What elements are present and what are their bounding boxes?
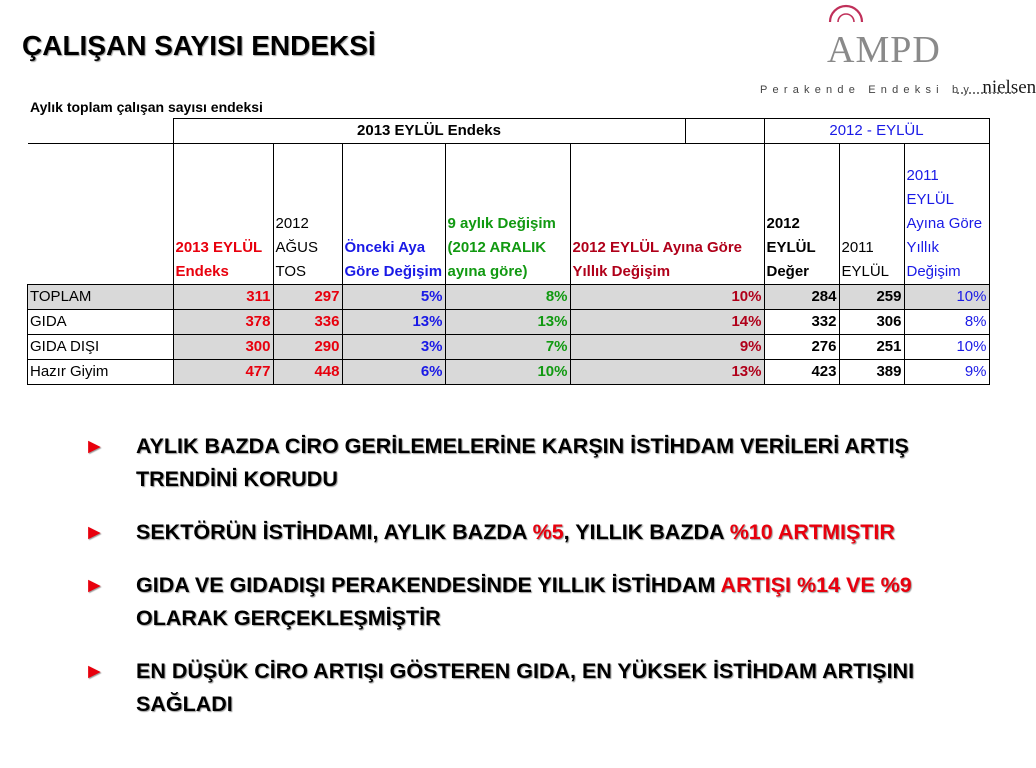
col-header-2012-agustos: 2012 AĞUS TOS [273, 144, 342, 285]
logo-sub-prefix: Perakende Endeksi by [760, 84, 975, 96]
col-header-2011-degisim: 2011 EYLÜL Ayına Göre Yıllık Değişim [904, 144, 989, 285]
cell-2013-eylul: 378 [173, 310, 273, 335]
cell-2011-eylul: 389 [839, 360, 904, 385]
cell-2011-degisim: 8% [904, 310, 989, 335]
table-caption: Aylık toplam çalışan sayısı endeksi [30, 99, 263, 115]
cell-2011-eylul: 251 [839, 335, 904, 360]
logo-partner: nielsen [982, 77, 1036, 98]
cell-2012-agustos: 290 [273, 335, 342, 360]
cell-2013-eylul: 311 [173, 285, 273, 310]
cell-2013-eylul: 300 [173, 335, 273, 360]
page-title: ÇALIŞAN SAYISI ENDEKSİ [22, 30, 376, 61]
cell-yillik: 13% [570, 360, 764, 385]
cell-2012-deger: 332 [764, 310, 839, 335]
col-header-2012-deger: 2012 EYLÜL Değer [764, 144, 839, 285]
row-label: GIDA DIŞI [28, 335, 174, 360]
cell-9-aylik: 7% [445, 335, 570, 360]
cell-9-aylik: 13% [445, 310, 570, 335]
bullet-text: , YILLIK BAZDA [563, 520, 730, 544]
bullet-item [84, 516, 1004, 549]
cell-yillik: 10% [570, 285, 764, 310]
cell-2012-deger: 423 [764, 360, 839, 385]
cell-2012-deger: 284 [764, 285, 839, 310]
empty-header-cell [685, 119, 764, 144]
cell-2012-agustos: 336 [273, 310, 342, 335]
group-header-2013: 2013 EYLÜL Endeks [173, 119, 685, 144]
cell-2012-agustos: 297 [273, 285, 342, 310]
summary-bullets [84, 430, 1004, 741]
table-row [28, 335, 990, 360]
bullet-highlight: ARTIŞI %14 VE %9 [720, 573, 912, 597]
bullet-highlight: %5 [532, 520, 564, 544]
empty-corner [28, 119, 174, 144]
table-row [28, 310, 990, 335]
cell-2011-eylul: 306 [839, 310, 904, 335]
cell-2013-eylul: 477 [173, 360, 273, 385]
bullet-item [84, 569, 1004, 635]
cell-2011-degisim: 10% [904, 335, 989, 360]
logo-dots-divider [957, 92, 1015, 96]
empty-label-header [28, 144, 174, 285]
bullet-item [84, 655, 1004, 721]
cell-2011-eylul: 259 [839, 285, 904, 310]
cell-2011-degisim: 9% [904, 360, 989, 385]
triangle-right-icon: ► [84, 435, 105, 458]
col-header-yillik-degisim: 2012 EYLÜL Ayına Göre Yıllık Değişim [570, 144, 764, 285]
col-header-9-aylik: 9 aylık Değişim (2012 ARALIK ayına göre) [445, 144, 570, 285]
bullet-text: SEKTÖRÜN İSTİHDAMI, AYLIK BAZDA [136, 520, 533, 544]
cell-onceki: 3% [342, 335, 445, 360]
group-header-2012: 2012 - EYLÜL [764, 119, 989, 144]
bullet-text: AYLIK BAZDA CİRO GERİLEMELERİNE KARŞIN İSTİHDAM VERİLERİ ARTIŞ TRENDİNİ KORUDU [136, 434, 909, 491]
bullet-text: OLARAK GERÇEKLEŞMİŞTİR [136, 606, 441, 630]
cell-yillik: 14% [570, 310, 764, 335]
cell-9-aylik: 8% [445, 285, 570, 310]
bullet-text: GIDA VE GIDADIŞI PERAKENDESİNDE YILLIK İSTİHDAM [136, 573, 721, 597]
bullet-highlight: %10 ARTMIŞTIR [729, 520, 895, 544]
logo-brand: AMPD [827, 29, 941, 71]
table-row [28, 360, 990, 385]
ampd-arc-logo-icon [826, 0, 866, 22]
col-header-2013-eylul: 2013 EYLÜL Endeks [173, 144, 273, 285]
cell-onceki: 5% [342, 285, 445, 310]
row-label: GIDA [28, 310, 174, 335]
triangle-right-icon: ► [84, 574, 105, 597]
triangle-right-icon: ► [84, 521, 105, 544]
row-label: TOPLAM [28, 285, 174, 310]
cell-2012-agustos: 448 [273, 360, 342, 385]
bullet-text: EN DÜŞÜK CİRO ARTIŞI GÖSTEREN GIDA, EN YÜKSEK İSTİHDAM ARTIŞINI SAĞLADI [136, 659, 915, 716]
index-table [27, 118, 990, 385]
cell-onceki: 13% [342, 310, 445, 335]
table-row [28, 285, 990, 310]
cell-onceki: 6% [342, 360, 445, 385]
col-header-onceki-aya-gore: Önceki Aya Göre Değişim [342, 144, 445, 285]
cell-2012-deger: 276 [764, 335, 839, 360]
triangle-right-icon: ► [84, 660, 105, 683]
cell-yillik: 9% [570, 335, 764, 360]
bullet-item [84, 430, 1004, 496]
cell-2011-degisim: 10% [904, 285, 989, 310]
row-label: Hazır Giyim [28, 360, 174, 385]
col-header-2011-eylul: 2011 EYLÜL [839, 144, 904, 285]
cell-9-aylik: 10% [445, 360, 570, 385]
